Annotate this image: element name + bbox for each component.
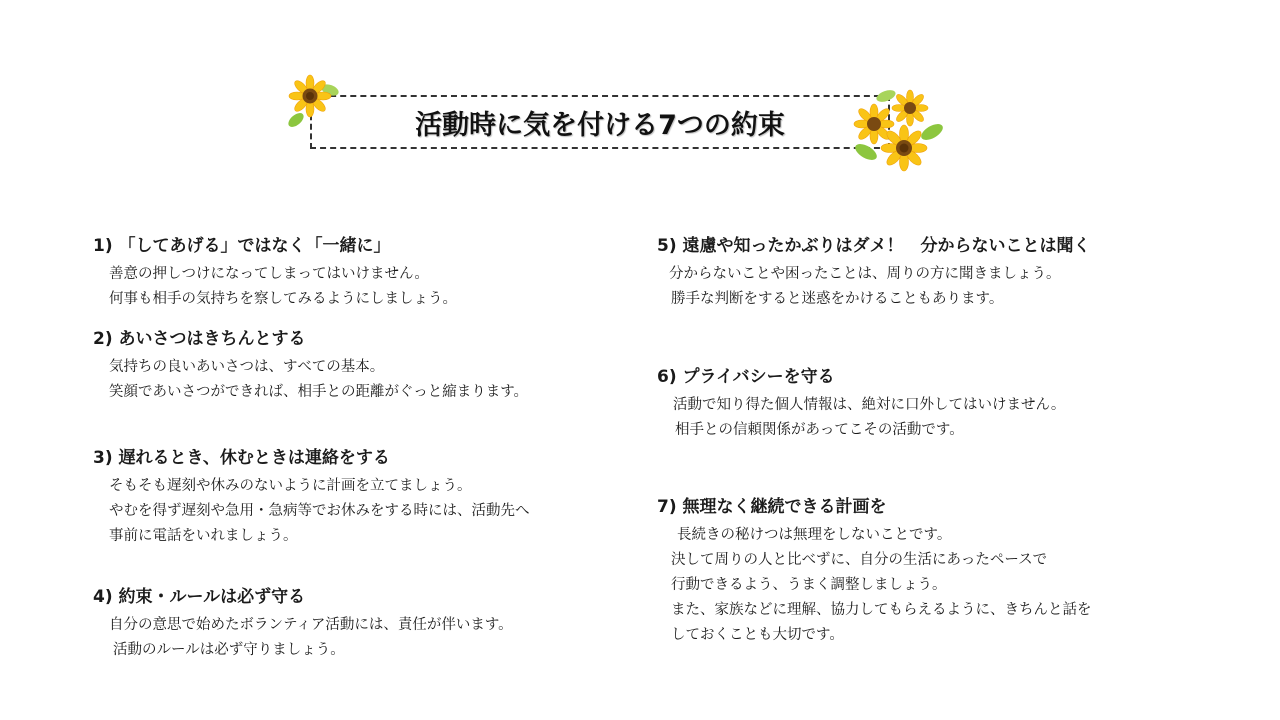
section-4 xyxy=(93,582,513,663)
section-3 xyxy=(93,443,530,549)
section-line: 活動のルールは必ず守りましょう。 xyxy=(113,642,345,658)
section-heading: 7) 無理なく継続できる計画を xyxy=(657,497,887,517)
section-heading: 6) プライバシーを守る xyxy=(657,367,835,387)
section-line: 善意の押しつけになってしまってはいけません。 xyxy=(109,266,429,282)
section-heading: 1) 「してあげる」ではなく「一緒に」 xyxy=(93,236,391,256)
section-7 xyxy=(657,492,1092,648)
section-line: 分からないことや困ったことは、周りの方に聞きましょう。 xyxy=(669,266,1061,282)
section-line: 笑顔であいさつができれば、相手との距離がぐっと縮まります。 xyxy=(109,384,529,400)
section-line: 相手との信頼関係があってこその活動です。 xyxy=(675,422,964,438)
section-line: 自分の意思で始めたボランティア活動には、責任が伴います。 xyxy=(109,617,513,633)
section-line: 長続きの秘けつは無理をしないことです。 xyxy=(677,527,952,543)
section-heading: 5) 遠慮や知ったかぶりはダメ！ 分からないことは聞く xyxy=(657,236,1091,256)
sunflower-head xyxy=(289,75,331,117)
section-line: 行動できるよう、うまく調整しましょう。 xyxy=(671,577,947,593)
section-line: 何事も相手の気持ちを察してみるようにしましょう。 xyxy=(109,291,457,307)
section-heading: 3) 遅れるとき、休むときは連絡をする xyxy=(93,448,390,468)
section-line: また、家族などに理解、協力してもらえるように、きちんと話を xyxy=(671,602,1092,618)
section-1 xyxy=(93,231,457,312)
section-5 xyxy=(657,231,1091,312)
section-heading: 4) 約束・ルールは必ず守る xyxy=(93,587,306,607)
sunflower-icon-right xyxy=(846,86,950,178)
section-line: やむを得ず遅刻や急用・急病等でお休みをする時には、活動先へ xyxy=(109,503,530,519)
page-title: 活動時に気を付ける7つの約束 xyxy=(415,109,785,141)
section-line: 気持ちの良いあいさつは、すべての基本。 xyxy=(109,359,385,375)
title-box xyxy=(310,95,890,149)
section-line: そもそも遅刻や休みのないように計画を立てましょう。 xyxy=(109,478,472,494)
section-heading: 2) あいさつはきちんとする xyxy=(93,329,306,349)
section-line: 勝手な判断をすると迷惑をかけることもあります。 xyxy=(671,291,1004,307)
section-2 xyxy=(93,324,528,405)
section-line: 事前に電話をいれましょう。 xyxy=(109,528,298,544)
sunflower-icon-left xyxy=(282,72,344,134)
section-line: しておくことも大切です。 xyxy=(671,627,844,643)
section-6 xyxy=(657,362,1065,443)
section-line: 活動で知り得た個人情報は、絶対に口外してはいけません。 xyxy=(673,397,1066,413)
section-line: 決して周りの人と比べずに、自分の生活にあったペースで xyxy=(671,552,1048,568)
